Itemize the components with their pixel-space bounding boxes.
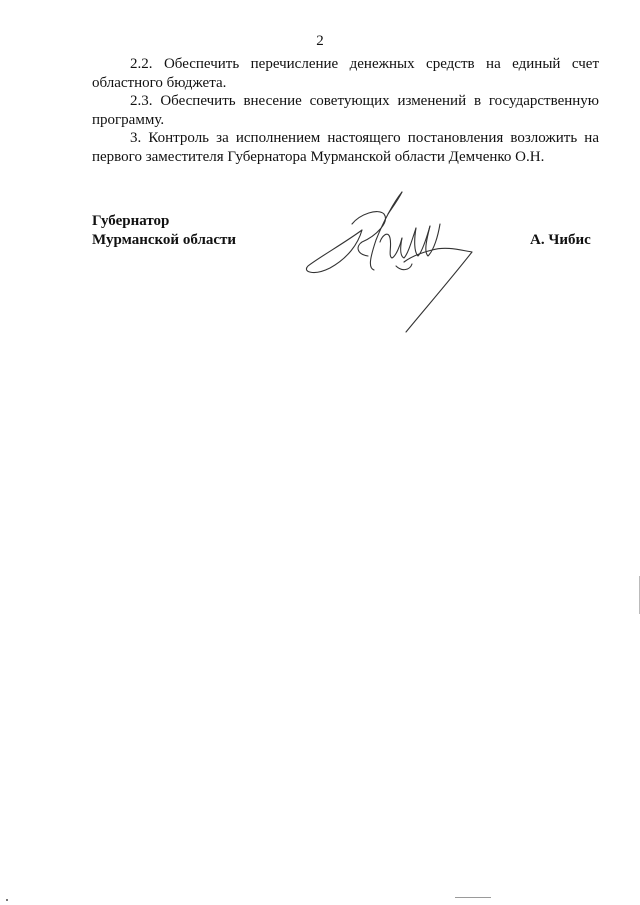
signatory-name: А. Чибис: [530, 232, 591, 248]
signatory-title-line2: Мурманской области: [92, 232, 237, 248]
paragraph-2-2: 2.2. Обеспечить перечисление денежных средств на единый счет областного бюджета.: [92, 56, 599, 91]
scan-artifact-dot: [6, 899, 8, 901]
paragraph-2-3: 2.3. Обеспечить внесение советующих изменений в государственную программу.: [92, 93, 599, 128]
page-number: 2: [316, 33, 324, 49]
scan-artifact-bottom: [455, 897, 491, 898]
handwritten-signature: [300, 180, 490, 340]
signatory-title: [92, 212, 236, 250]
document-body: [92, 55, 599, 166]
signatory-title-line1: Губернатор: [92, 213, 170, 229]
paragraph-3: 3. Контроль за исполнением настоящего постановления возложить на первого заместителя Губернатора Мурманской области Демченко О.Н.: [92, 130, 599, 165]
